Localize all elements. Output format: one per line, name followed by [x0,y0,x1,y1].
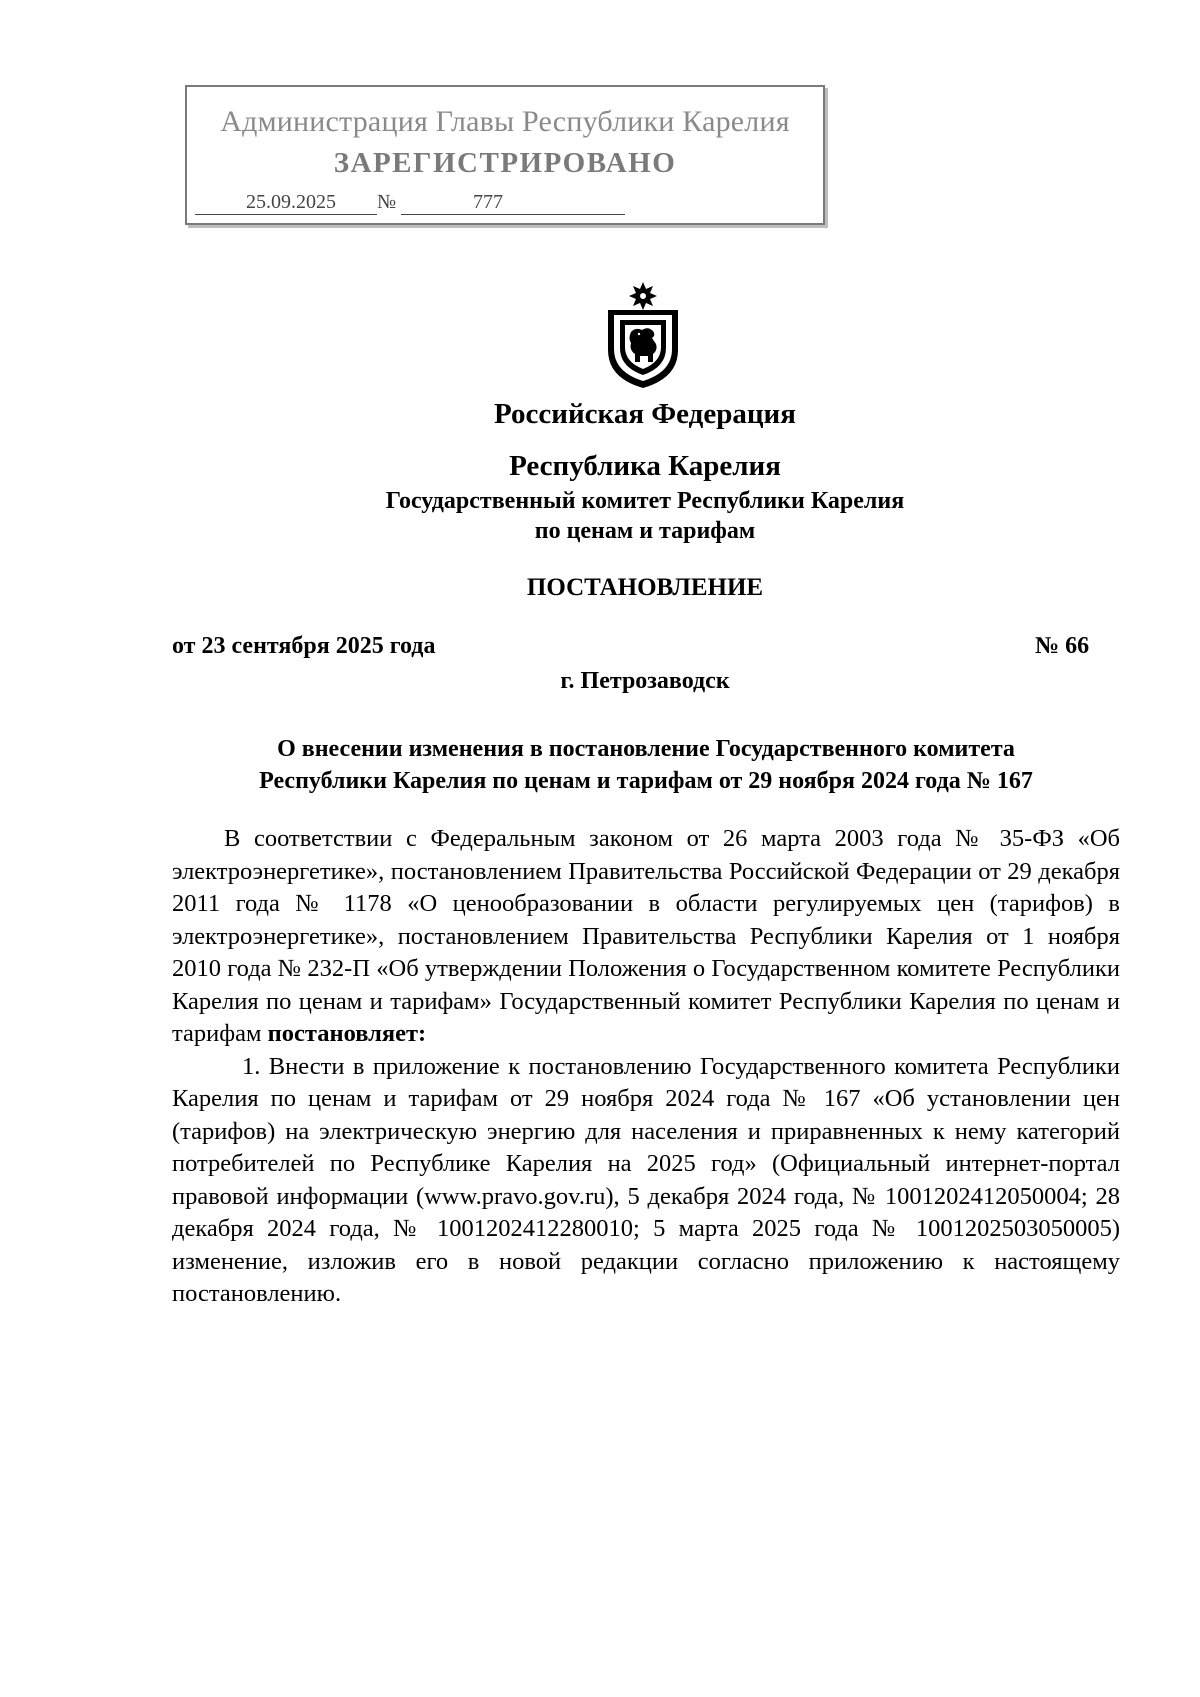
karelia-coat-of-arms-icon [598,280,688,390]
preamble-paragraph [172,823,1120,1051]
stamp-registration-row [195,191,625,215]
committee-heading-line2: по ценам и тарифам [534,518,756,544]
preamble-text: В соответствии с Федеральным законом от 26 марта 2003 года № 35-ФЗ «Об электроэнергетике», постановлением Правительства Российской Федерации от 29 декабря 2011 года № 1178 «О ценообразовании в области регулируемых цен (тарифов) в электроэнергетике», постановлением Правительства Республики Карелия от 1 ноября 2010 года № 232-П «Об утверждении Положения о Государственном комитете Республики Карелия по ценам и тарифам» Государственный комитет Республики Карелия по ценам и тарифам [172,825,1120,1047]
republic-heading: Республика Карелия [509,450,781,482]
document-city: г. Петрозаводск [560,668,730,694]
stamp-authority: Администрация Главы Республики Карелия [220,105,790,138]
document-type: ПОСТАНОВЛЕНИЕ [526,574,764,601]
resolves-word: постановляет: [267,1020,427,1047]
stamp-status: ЗАРЕГИСТРИРОВАНО [333,147,677,179]
stamp-number: 777 [401,191,625,215]
subject-line2: Республики Карелия по ценам и тарифам от 29 ноября 2024 года № 167 [259,768,1033,794]
document-subject [172,733,1120,797]
item-1-paragraph: 1. Внести в приложение к постановлению Государственного комитета Республики Карелия по ценам и тарифам от 29 ноября 2024 года № 167 «Об установлении цен (тарифов) на электрическую энергию для населения и приравненных к нему категорий потребителей по Республике Карелия на 2025 год» (Официальный интернет-портал правовой информации (www.pravo.gov.ru), 5 декабря 2024 года, № 1001202412050004; 28 декабря 2024 года, № 1001202412280010; 5 марта 2025 года № 1001202503050005) изменение, изложив его в новой редакции согласно приложению к настоящему постановлению. [172,1052,1120,1307]
document-number: № 66 [1035,633,1090,659]
stamp-number-label: № [377,191,397,213]
stamp-date: 25.09.2025 [195,191,377,215]
document-date: от 23 сентября 2025 года [172,633,436,659]
country-heading: Российская Федерация [494,398,796,430]
registration-stamp [185,85,825,225]
subject-line1: О внесении изменения в постановление Государственного комитета [277,736,1015,762]
committee-heading-line1: Государственный комитет Республики Карелия [385,488,905,514]
document-body [172,823,1120,1311]
